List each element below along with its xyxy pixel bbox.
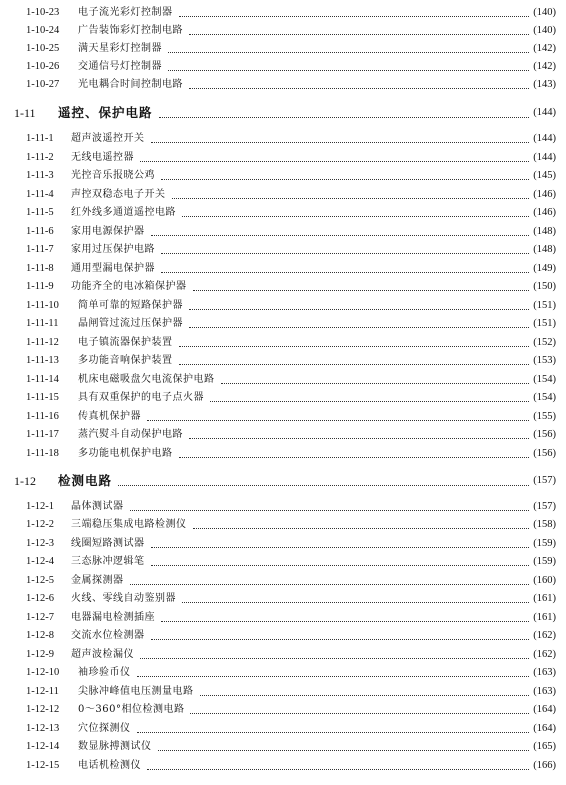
toc-entry [0,389,566,407]
page-number: (165) [533,741,556,752]
page-number: (162) [533,649,556,660]
dot-leader [172,198,529,199]
toc-entry [0,352,566,370]
dot-leader [179,346,529,347]
entry-title: 袖珍验币仪 [78,667,131,678]
entry-title: 简单可靠的短路保护器 [78,300,183,311]
toc-entry [0,130,566,148]
page-number: (160) [533,575,556,586]
entry-title: 穴位探测仪 [78,723,131,734]
entry-number: 1-11-10 [26,300,59,311]
dot-leader [200,695,529,696]
section-number: 1-11 [14,106,36,120]
entry-number: 1-11-16 [26,411,59,422]
entry-number: 1-12-13 [26,723,60,734]
toc-entry [0,701,566,719]
dot-leader [161,253,529,254]
dot-leader [179,16,529,17]
toc-entry [0,572,566,590]
entry-number: 1-11-11 [26,318,59,329]
page-number: (152) [533,337,556,348]
entry-title: 光控音乐报晓公鸡 [71,170,155,181]
entry-number: 1-12-6 [26,593,54,604]
section-number: 1-12 [14,474,36,488]
entry-title: 火线、零线自动鉴别器 [71,593,176,604]
dot-leader [151,235,529,236]
toc-entry [0,683,566,701]
page-number: (159) [533,538,556,549]
entry-title: 机床电磁吸盘欠电流保护电路 [78,374,215,385]
entry-title: 晶体测试器 [71,501,124,512]
entry-number: 1-12-2 [26,519,54,530]
entry-number: 1-10-24 [26,25,60,36]
entry-number: 1-12-7 [26,612,54,623]
page-number: (151) [533,318,556,329]
entry-number: 1-11-3 [26,170,54,181]
page-number: (156) [533,429,556,440]
entry-title: 电子流光彩灯控制器 [78,7,173,18]
dot-leader [179,364,529,365]
toc-entry [0,609,566,627]
dot-leader [130,584,529,585]
page-number: (154) [533,392,556,403]
toc-entry [0,757,566,775]
page-number: (156) [533,448,556,459]
entry-number: 1-12-10 [26,667,60,678]
entry-title: 三端稳压集成电路检测仪 [71,519,187,530]
dot-leader [189,438,529,439]
page-number: (158) [533,519,556,530]
toc-entry [0,627,566,645]
dot-leader [189,34,529,35]
entry-title: 数显脉搏测试仪 [78,741,152,752]
page-number: (145) [533,170,556,181]
page-number: (163) [533,686,556,697]
entry-title: 广告装饰彩灯控制电路 [78,25,183,36]
dot-leader [137,732,529,733]
page-number: (153) [533,355,556,366]
dot-leader [182,216,529,217]
page-number: (140) [533,7,556,18]
section-title: 遥控、保护电路 [58,105,153,120]
page-number: (155) [533,411,556,422]
dot-leader [189,88,529,89]
dot-leader [168,52,529,53]
entry-title: 声控双稳态电子开关 [71,189,166,200]
dot-leader [193,290,529,291]
entry-title: 家用电源保护器 [71,226,145,237]
entry-title: 交通信号灯控制器 [78,61,162,72]
dot-leader [140,658,529,659]
entry-title: 交流水位检测器 [71,630,145,641]
entry-number: 1-12-9 [26,649,54,660]
toc-entry [0,315,566,333]
entry-title: 电器漏电检测插座 [71,612,155,623]
entry-number: 1-12-1 [26,501,54,512]
page-number: (148) [533,244,556,255]
entry-number: 1-11-5 [26,207,54,218]
page-number: (157) [533,475,556,486]
entry-title: 金属探测器 [71,575,124,586]
page-number: (140) [533,25,556,36]
entry-title: 通用型漏电保护器 [71,263,155,274]
toc-entry [0,664,566,682]
toc-entry [0,223,566,241]
toc-entry [0,278,566,296]
entry-title: 满天星彩灯控制器 [78,43,162,54]
entry-title: 无线电遥控器 [71,152,134,163]
page-number: (144) [533,133,556,144]
page-number: (146) [533,207,556,218]
dot-leader [151,639,529,640]
entry-number: 1-10-26 [26,61,60,72]
entry-title: 线圈短路测试器 [71,538,145,549]
toc-entry [0,590,566,608]
entry-title: 超声波遥控开关 [71,133,145,144]
dot-leader [221,383,529,384]
toc-entry [0,646,566,664]
dot-leader [137,676,529,677]
toc-entry [0,40,566,58]
toc-entry [0,516,566,534]
page-number: (154) [533,374,556,385]
entry-title: 蒸汽熨斗自动保护电路 [78,429,183,440]
page-number: (166) [533,760,556,771]
toc-entry [0,58,566,76]
toc-entry [0,22,566,40]
entry-title: 尖脉冲峰值电压测量电路 [78,686,194,697]
dot-leader [151,142,529,143]
toc-section-heading [0,470,566,492]
entry-number: 1-12-11 [26,686,59,697]
entry-number: 1-10-27 [26,79,60,90]
entry-title: 晶闸管过流过压保护器 [78,318,183,329]
dot-leader [210,401,529,402]
dot-leader [151,565,529,566]
toc-entry [0,371,566,389]
toc-entry [0,167,566,185]
toc-entry [0,149,566,167]
entry-number: 1-11-18 [26,448,59,459]
toc-entry [0,204,566,222]
dot-leader [193,528,529,529]
page-number: (146) [533,189,556,200]
entry-title: 电话机检测仪 [78,760,141,771]
page-number: (149) [533,263,556,274]
dot-leader [161,272,529,273]
dot-leader [130,510,529,511]
page-number: (144) [533,152,556,163]
entry-title: 红外线多通道遥控电路 [71,207,176,218]
entry-title: 电子镇流器保护装置 [78,337,173,348]
toc-entry [0,260,566,278]
toc-entry [0,445,566,463]
entry-title: 0～360°相位检测电路 [78,704,185,715]
entry-number: 1-12-3 [26,538,54,549]
dot-leader [190,713,529,714]
entry-number: 1-12-4 [26,556,54,567]
dot-leader [189,327,529,328]
page-number: (144) [533,107,556,118]
page-number: (162) [533,630,556,641]
dot-leader [161,621,529,622]
dot-leader [151,547,529,548]
entry-title: 多功能电机保护电路 [78,448,173,459]
toc-entry [0,408,566,426]
toc-entry [0,241,566,259]
page-number: (159) [533,556,556,567]
toc-entry [0,297,566,315]
entry-number: 1-11-8 [26,263,54,274]
toc-entry [0,4,566,22]
page-number: (148) [533,226,556,237]
entry-title: 家用过压保护电路 [71,244,155,255]
entry-title: 光电耦合时间控制电路 [78,79,183,90]
entry-number: 1-12-12 [26,704,60,715]
entry-number: 1-12-5 [26,575,54,586]
dot-leader [182,602,529,603]
entry-number: 1-11-2 [26,152,54,163]
entry-number: 1-11-7 [26,244,54,255]
entry-number: 1-11-15 [26,392,59,403]
dot-leader [140,161,529,162]
page-number: (161) [533,612,556,623]
entry-number: 1-11-9 [26,281,54,292]
page-number: (150) [533,281,556,292]
entry-number: 1-11-12 [26,337,59,348]
toc-entry [0,498,566,516]
page-number: (143) [533,79,556,90]
dot-leader [179,457,529,458]
entry-number: 1-10-25 [26,43,60,54]
page-number: (164) [533,723,556,734]
toc-section-heading [0,102,566,124]
entry-number: 1-10-23 [26,7,60,18]
entry-number: 1-12-14 [26,741,60,752]
entry-title: 传真机保护器 [78,411,141,422]
toc-entry [0,76,566,94]
entry-number: 1-11-17 [26,429,59,440]
entry-title: 功能齐全的电冰箱保护器 [71,281,187,292]
entry-title: 多功能音响保护装置 [78,355,173,366]
page-number: (142) [533,61,556,72]
entry-number: 1-11-1 [26,133,54,144]
entry-number: 1-12-15 [26,760,60,771]
toc-entry [0,426,566,444]
entry-title: 具有双重保护的电子点火器 [78,392,204,403]
toc-entry [0,720,566,738]
entry-number: 1-11-6 [26,226,54,237]
dot-leader [147,420,529,421]
toc-entry [0,186,566,204]
toc-entry [0,553,566,571]
toc-entry [0,334,566,352]
entry-number: 1-11-14 [26,374,59,385]
dot-leader [189,309,529,310]
page-number: (157) [533,501,556,512]
page-number: (151) [533,300,556,311]
dot-leader [118,485,529,486]
entry-number: 1-12-8 [26,630,54,641]
entry-number: 1-11-4 [26,189,54,200]
entry-title: 超声波检漏仪 [71,649,134,660]
entry-number: 1-11-13 [26,355,59,366]
dot-leader [168,70,529,71]
dot-leader [159,117,529,118]
entry-title: 三态脉冲逻辑笔 [71,556,145,567]
toc-entry [0,535,566,553]
dot-leader [147,769,529,770]
dot-leader [158,750,529,751]
page-number: (164) [533,704,556,715]
page-number: (163) [533,667,556,678]
dot-leader [161,179,529,180]
page-number: (142) [533,43,556,54]
toc-entry [0,738,566,756]
section-title: 检测电路 [58,473,113,488]
page-number: (161) [533,593,556,604]
